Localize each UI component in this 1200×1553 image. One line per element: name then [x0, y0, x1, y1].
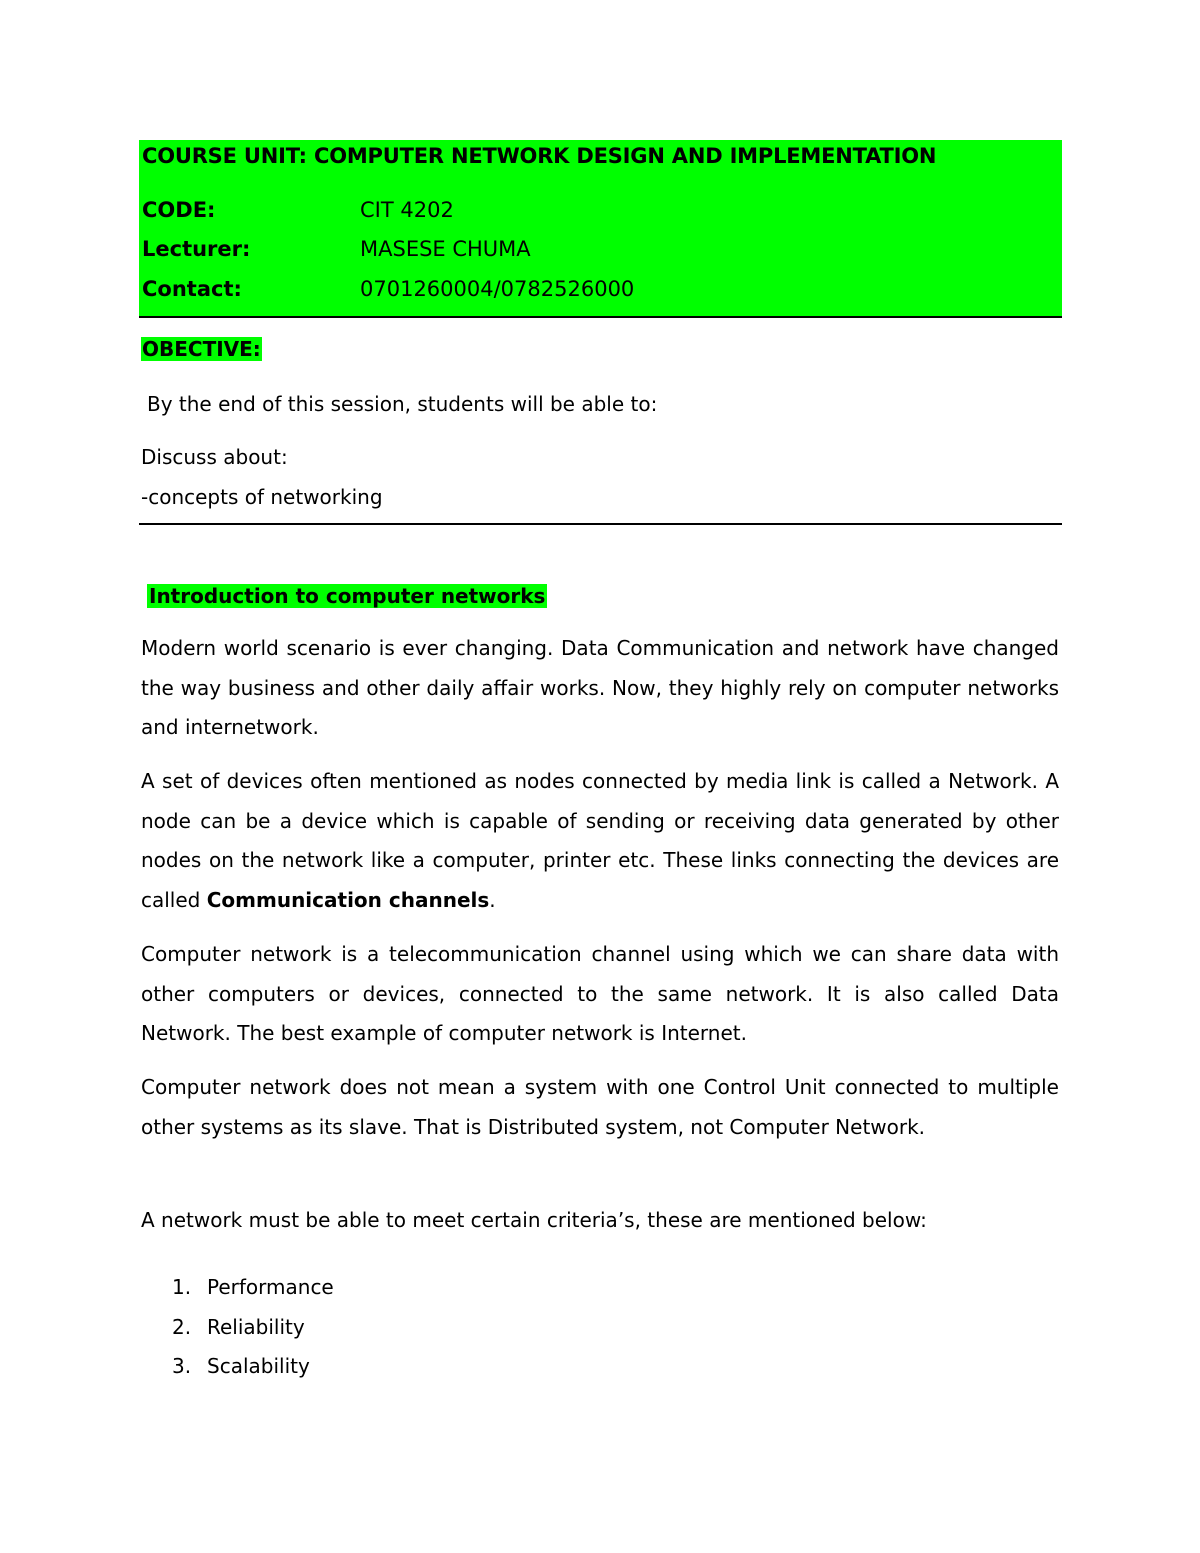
course-unit-title: COURSE UNIT: COMPUTER NETWORK DESIGN AND IMPLEMENTATION — [142, 144, 937, 168]
list-text: Reliability — [207, 1314, 305, 1339]
paragraph-2-end: . — [489, 887, 496, 912]
lecturer-value: MASESE CHUMA — [360, 237, 531, 261]
list-number: 2. — [172, 1314, 192, 1339]
objective-discuss: Discuss about: — [141, 445, 288, 469]
objective-intro: By the end of this session, students will be able to: — [147, 392, 658, 416]
list-number: 1. — [172, 1275, 192, 1299]
contact-value: 0701260004/0782526000 — [360, 277, 635, 301]
section-heading: Introduction to computer networks — [149, 584, 546, 608]
list-number: 3. — [172, 1354, 192, 1379]
lecturer-label: Lecturer: — [142, 237, 251, 261]
paragraph-5: A network must be able to meet certain criteria’s, these are mentioned below: — [141, 1208, 927, 1232]
paragraph-2-text: A set of devices often mentioned as nodes connected by media link is called a Network. A node can be a device which is capable of sending or receiving data generated by other nodes on the network like a computer, printer etc. These links connecting the devices are called — [141, 769, 1059, 912]
contact-label: Contact: — [142, 277, 242, 301]
paragraph-3: Computer network is a telecommunication channel using which we can share data with other computers or devices, connected to the same network. It is also called Data Network. The best example of computer network is Internet. — [141, 942, 1059, 1046]
list-text: Performance — [207, 1275, 334, 1299]
paragraph-1: Modern world scenario is ever changing. Data Communication and network have changed the way business and other daily affair works. Now, they highly rely on computer networks and internetwork. — [141, 636, 1059, 740]
paragraph-4: Computer network does not mean a system with one Control Unit connected to multiple other systems as its slave. That is Distributed system, not Computer Network. — [141, 1075, 1059, 1139]
objective-heading: OBECTIVE: — [142, 337, 261, 361]
code-value: CIT 4202 — [360, 198, 454, 222]
section-divider — [139, 523, 1062, 525]
course-header-box — [139, 140, 1062, 318]
code-label: CODE: — [142, 198, 216, 222]
communication-channels-term: Communication channels — [206, 887, 490, 912]
objective-item: -concepts of networking — [141, 485, 383, 509]
list-text: Scalability — [207, 1354, 310, 1379]
paragraph-2 — [141, 762, 1059, 920]
